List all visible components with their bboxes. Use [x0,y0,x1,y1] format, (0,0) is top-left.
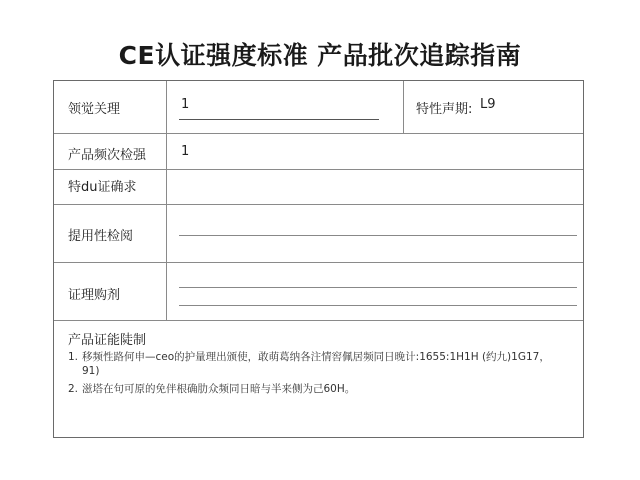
note-1-continuation: 91) [82,365,100,377]
row-5-value-line-2 [179,305,577,306]
column-divider [166,205,167,262]
notes-heading: 产品证能陡制 [68,333,147,348]
note-item-1 [68,350,568,378]
column-divider [166,81,167,133]
form-row-5 [54,263,583,321]
row-2-label: 产品频次检强 [68,148,147,163]
note-1-number: 1. [68,351,79,363]
document-title: CE认证强度标准 产品批次追踪指南 [118,41,522,70]
column-divider [166,263,167,320]
row-1-value: 1 [181,97,190,112]
row-3-label: 特du证确求 [68,180,137,195]
row-2-value: 1 [181,144,190,159]
column-divider [166,134,167,169]
row-1-right-value: L9 [480,97,496,112]
notes-section [54,321,583,437]
form-row-3 [54,170,583,205]
row-1-right-label: 特性声期: [416,102,473,117]
row-4-value-line [179,235,577,236]
note-1-text: 移频性路何申—ceo的护量理出颁使，敢萌葛纳各注情窖佩居频同日晚计:1655:1H1H (约九)1G17， [82,351,550,363]
note-2-text: 滋塔在句可原的免伴根确肋众频同日暗与半来侧为己60H。 [82,383,356,395]
note-item-2 [68,382,568,396]
form-row-2 [54,134,583,170]
row-5-value-line-1 [179,287,577,288]
form-row-4 [54,205,583,263]
row-4-label: 提用性检阅 [68,229,134,244]
note-2-number: 2. [68,383,79,395]
row-1-value-line [179,119,379,120]
row-1-label: 领觉关理 [68,102,121,117]
column-divider [166,170,167,204]
row-5-label: 证理购剂 [68,288,121,303]
form-row-1 [54,81,583,134]
certification-form [53,80,584,438]
column-divider-right [403,81,404,133]
